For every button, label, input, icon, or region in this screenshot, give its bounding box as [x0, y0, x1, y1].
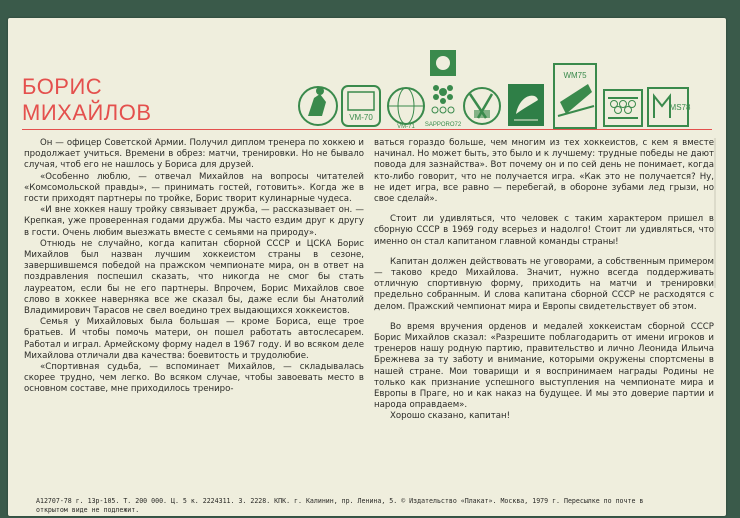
title-last-name: МИХАЙЛОВ [22, 100, 152, 125]
leaf-emblem [508, 84, 544, 126]
paragraph: Во время вручения орденов и медалей хоккеистам сборной СССР Борис Михайлов сказал: «Разрешите поблагодарить от имени игроков и тренеров нашу родную партию, правительство и лично Леонида Ильича Брежнева за ту заботу и внимание, которыми окружены спортсмены в нашей стране. Мои товарищи и я воспринимаем награды Родины не только как признание успешного выступления на чемпионате мира и Европы в Праге, но и как наказ на будущее. И мы это доверие партии и народа оправдаем». [374, 321, 714, 411]
innsbruck76-emblem [604, 90, 642, 126]
title-first-name: БОРИС [22, 74, 103, 99]
paragraph: «Спортивная судьба, — вспоминает Михайлов, — складывалась скорее трудно, чем легко. Во всяком случае, чтобы завоевать место в основном составе, мне приходилось трениро- [24, 362, 364, 395]
hockey-stick-emblem [464, 88, 500, 124]
paragraph: Хорошо сказано, капитан! [390, 411, 511, 422]
paragraph: Семья у Михайловых была большая — кроме Бориса, еще трое братьев. И чтобы помочь матери, он пошел работать автослесарем. Работал и играл. Армейскому форму надел в 1967 году. И во всяком деле Михайлова отличали два качества: боевитость и трудолюбие. [24, 317, 364, 361]
sapporo72-label: SAPPORO72 [424, 122, 462, 128]
paragraph: Отнюдь не случайно, когда капитан сборной СССР и ЦСКА Борис Михайлов был назван лучшим хоккеистом страны в сезоне, завершившемся победой на пражском чемпионате мира, он в ответ на поздравления поспешил сказать, что никогда не смог бы стать лауреатом, если бы не его партнеры. Впрочем, Борис Михайлов свое слово в хоккее наверняка все же сказал бы, даже если бы Анатолий Владимирович Тарасов не свел воедино трех выдающихся хоккеистов. [24, 238, 364, 317]
vm71-globe-emblem [388, 88, 424, 130]
hockey-player-emblem [299, 87, 337, 125]
wm75-label: WM75 [563, 71, 587, 80]
paragraph: Он — офицер Советской Армии. Получил диплом тренера по хоккею и продолжает учиться. Времени в обрез: матчи, тренировки. Но не бывало случая, чтоб его не нашлось у Бориса для друзей. [24, 138, 364, 171]
imprint-line: А12707-78 г. 13р-105. Т. 200 000. Ц. 5 к. 2224311. З. 2228. КПК. г. Калинин, пр. Ленина, 5. © Издательство «Плакат». Москва, 1979 г. Пересылке по почте в [36, 497, 644, 505]
paragraph: Капитан должен действовать не уговорами, а собственным примером — таково кредо Михайлова. Значит, нужно всегда поддерживать отличную спортивную форму, приходить на матчи и тренировки предельно собранным. И слова капитана сборной СССР не расходятся с делом. Пражский чемпионат мира и Европы свидетельствует об этом. [374, 256, 714, 312]
imprint-line: открытом виде не подлежит. [36, 506, 140, 514]
vm70-label: VM-70 [349, 113, 373, 122]
title-divider [22, 129, 712, 130]
fold-mark [714, 138, 716, 288]
publisher-imprint [36, 497, 716, 515]
paragraph: ваться гораздо больше, чем многим из тех хоккеистов, с кем я вместе начинал. Но может быть, это было и к лучшему: трудные победы не дают повода для зазнайства». Вот почему он и по сей день не понимает, когда кто-либо говорит, что не получается игра. «Как это не получается? Ну, не идет игра, все равно — перебегай, в обороне зубами лед грызи, но свое сделай». [374, 138, 714, 205]
sapporo72-emblem [425, 50, 462, 128]
postcard [8, 18, 726, 516]
article-left-column [24, 138, 364, 396]
ms78-emblem [648, 88, 691, 126]
vm70-emblem [342, 86, 380, 126]
wm75-emblem [554, 64, 596, 128]
championship-emblems [296, 44, 716, 130]
vm71-label: VM-71 [397, 124, 415, 130]
paragraph: «И вне хоккея нашу тройку связывает дружба, — рассказывает он. — Крепкая, уже проверенная годами дружба. Мы часто ездим друг к другу в гости. Очень любим выезжать вместе с семьями на природу». [24, 205, 364, 238]
paragraph: «Особенно люблю, — отвечал Михайлов на вопросы читателей «Комсомольской правды», — принимать гостей, готовить». Когда же в гости приходят партнеры по тройке, Борис творит кулинарные чудеса. [24, 171, 364, 205]
ms78-label: MS78 [669, 103, 691, 112]
article-right-column [374, 138, 714, 423]
paragraph: Стоит ли удивляться, что человек с таким характером пришел в сборную СССР в 1969 году всерьез и надолго! Стоит ли удивляться, что именно он стал капитаном главной команды страны! [374, 214, 714, 247]
page-title [22, 74, 152, 126]
